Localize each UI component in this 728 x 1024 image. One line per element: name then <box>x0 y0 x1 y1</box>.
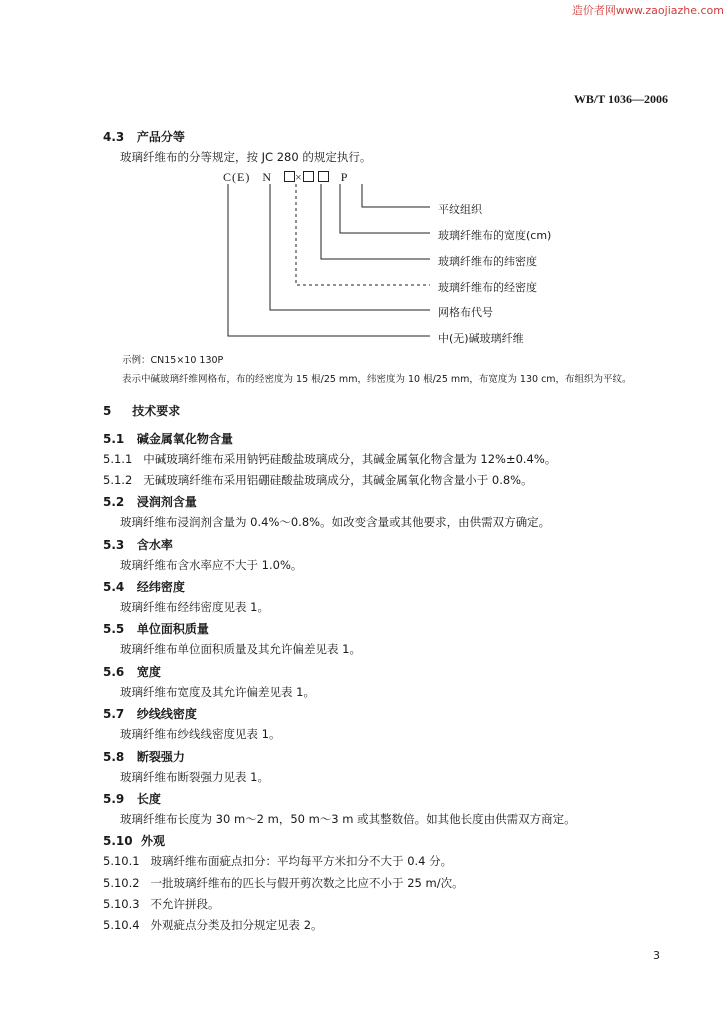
code-p: P <box>340 170 349 184</box>
section-number: 5.1.1 <box>103 452 133 466</box>
section-5-heading <box>103 402 180 419</box>
watermark: 造价者网www.zaojiazhe.com <box>571 4 724 17</box>
section-5-10-3 <box>103 896 220 912</box>
section-5-1-heading <box>103 430 233 447</box>
section-5-4-heading <box>103 578 185 595</box>
section-number: 5.10 <box>103 834 133 848</box>
example-line: 示例：CN15×10 130P <box>122 355 224 366</box>
section-number: 5.3 <box>103 538 125 552</box>
code-times: × <box>295 170 303 184</box>
section-5-8-body: 玻璃纤维布断裂强力见表 1。 <box>120 770 269 784</box>
section-title: 外观 <box>140 834 165 848</box>
label-weft-density: 玻璃纤维布的纬密度 <box>438 255 537 268</box>
section-5-7-heading <box>103 705 197 722</box>
section-body: 外观疵点分类及扣分规定见表 2。 <box>150 918 323 932</box>
section-title: 经纬密度 <box>136 580 185 594</box>
section-5-10-4 <box>103 917 323 933</box>
section-title: 技术要求 <box>132 404 181 418</box>
section-number: 5.8 <box>103 750 125 764</box>
section-number: 5.6 <box>103 665 125 679</box>
section-5-9-body: 玻璃纤维布长度为 30 m～2 m，50 m～3 m 或其整数倍。如其他长度由供需双方商定。 <box>120 812 576 826</box>
section-5-6-body: 玻璃纤维布宽度及其允许偏差见表 1。 <box>120 685 315 699</box>
section-5-2-body: 玻璃纤维布浸润剂含量为 0.4%～0.8%。如改变含量或其他要求，由供需双方确定。 <box>120 515 551 529</box>
section-number: 5.2 <box>103 495 125 509</box>
section-number: 5.1.2 <box>103 473 133 487</box>
section-body: 不允许拼段。 <box>150 897 220 911</box>
section-title: 宽度 <box>136 665 161 679</box>
section-5-3-heading <box>103 536 173 553</box>
section-body: 无碱玻璃纤维布采用铝硼硅酸盐玻璃成分，其碱金属氧化物含量小于 0.8%。 <box>143 473 533 487</box>
section-5-1-2 <box>103 472 533 488</box>
section-5-9-heading <box>103 790 161 807</box>
page-number: 3 <box>653 949 660 962</box>
section-5-10-2 <box>103 875 464 891</box>
section-title: 纱线线密度 <box>136 707 197 721</box>
section-body: 一批玻璃纤维布的匹长与假开剪次数之比应不小于 25 m/次。 <box>150 876 464 890</box>
section-title: 浸润剂含量 <box>136 495 197 509</box>
section-number: 5.9 <box>103 792 125 806</box>
section-5-5-heading <box>103 620 209 637</box>
section-5-5-body: 玻璃纤维布单位面积质量及其允许偏差见表 1。 <box>120 642 361 656</box>
section-5-7-body: 玻璃纤维布纱线线密度见表 1。 <box>120 727 281 741</box>
section-number: 5.4 <box>103 580 125 594</box>
section-number: 5.10.2 <box>103 876 140 890</box>
section-4-3-body: 玻璃纤维布的分等规定，按 JC 280 的规定执行。 <box>120 150 372 164</box>
section-title: 单位面积质量 <box>136 622 209 636</box>
label-plain-weave: 平纹组织 <box>438 203 482 216</box>
section-title: 碱金属氧化物含量 <box>136 432 233 446</box>
section-title: 含水率 <box>136 538 173 552</box>
section-5-6-heading <box>103 663 161 680</box>
section-number: 5 <box>103 404 112 418</box>
example-description: 表示中碱玻璃纤维网格布，布的经密度为 15 根/25 mm，纬密度为 10 根/25 mm，布宽度为 130 cm，布组织为平纹。 <box>122 374 632 385</box>
section-number: 5.10.1 <box>103 854 140 868</box>
section-5-10-heading <box>103 832 165 849</box>
label-width: 玻璃纤维布的宽度(cm) <box>438 229 552 242</box>
label-alkali-glass: 中(无)碱玻璃纤维 <box>438 332 524 345</box>
section-title: 产品分等 <box>136 130 185 144</box>
section-5-2-heading <box>103 493 197 510</box>
section-5-1-1 <box>103 451 556 467</box>
section-5-8-heading <box>103 748 185 765</box>
label-mesh-code: 网格布代号 <box>438 306 493 319</box>
section-5-4-body: 玻璃纤维布经纬密度见表 1。 <box>120 600 269 614</box>
section-number: 4.3 <box>103 130 125 144</box>
section-number: 5.7 <box>103 707 125 721</box>
section-number: 5.1 <box>103 432 125 446</box>
section-body: 玻璃纤维布面疵点扣分：平均每平方米扣分不大于 0.4 分。 <box>150 854 453 868</box>
section-title: 长度 <box>136 792 161 806</box>
section-number: 5.5 <box>103 622 125 636</box>
section-number: 5.10.3 <box>103 897 140 911</box>
code-ce: C(E) <box>223 170 251 184</box>
code-n: N <box>262 170 272 184</box>
section-title: 断裂强力 <box>136 750 185 764</box>
section-5-10-1 <box>103 853 452 869</box>
section-number: 5.10.4 <box>103 918 140 932</box>
code-diagram-lines <box>0 0 728 360</box>
label-warp-density: 玻璃纤维布的经密度 <box>438 281 537 294</box>
standard-number: WB/T 1036—2006 <box>573 92 668 106</box>
section-body: 中碱玻璃纤维布采用钠钙硅酸盐玻璃成分，其碱金属氧化物含量为 12%±0.4%。 <box>143 452 557 466</box>
section-5-3-body: 玻璃纤维布含水率应不大于 1.0%。 <box>120 558 303 572</box>
